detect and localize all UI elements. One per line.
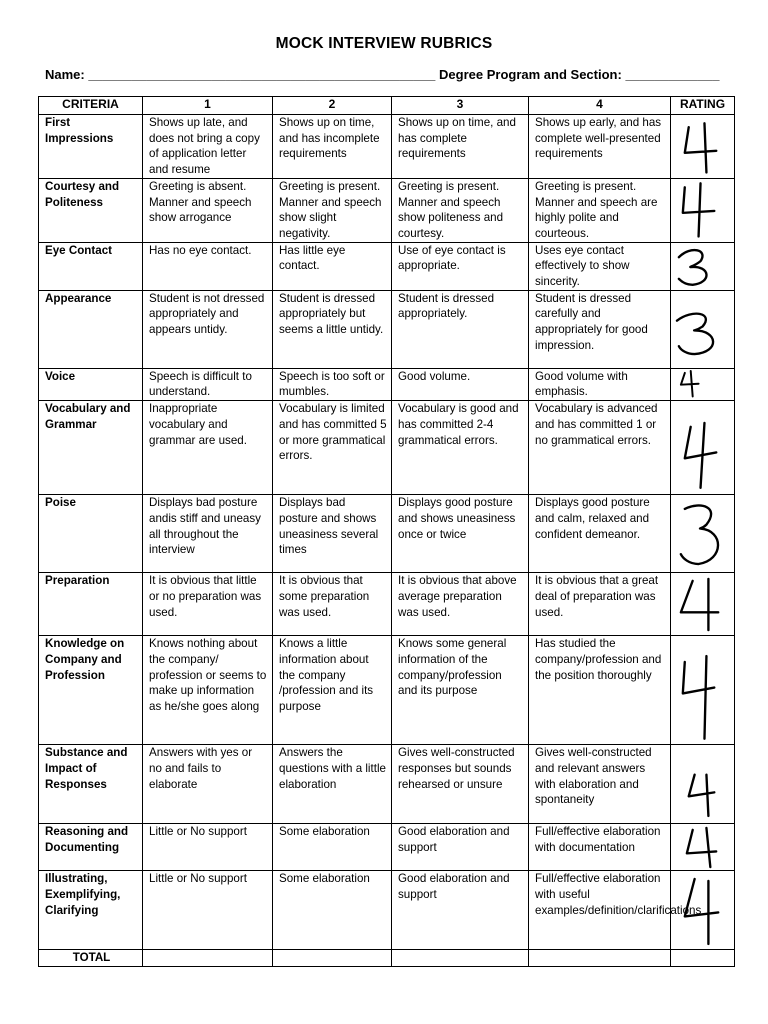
total-cell	[529, 950, 671, 967]
level-4-cell: Full/effective elaboration with documentation	[529, 824, 671, 871]
criteria-cell: Courtesy and Politeness	[39, 178, 143, 242]
level-1-cell: Little or No support	[143, 871, 273, 950]
level-2-cell: Answers the questions with a little elaboration	[273, 745, 392, 824]
criteria-cell: Vocabulary and Grammar	[39, 401, 143, 495]
degree-field[interactable]: _____________	[625, 67, 720, 82]
table-row	[39, 368, 735, 400]
level-3-cell: Displays good posture and shows uneasiness once or twice	[392, 495, 529, 573]
handwritten-rating	[671, 573, 734, 635]
header-row	[39, 97, 735, 115]
level-3-cell: Good volume.	[392, 368, 529, 400]
handwritten-rating	[671, 291, 734, 368]
level-3-cell: Greeting is present. Manner and speech show politeness and courtesy.	[392, 178, 529, 242]
rating-cell[interactable]	[671, 115, 735, 179]
table-row	[39, 290, 735, 368]
rating-cell[interactable]	[671, 495, 735, 573]
level-3-cell: Knows some general information of the company/profession and its purpose	[392, 636, 529, 745]
handwritten-rating	[671, 401, 734, 494]
level-4-cell: Displays good posture and calm, relaxed and confident demeanor.	[529, 495, 671, 573]
total-row	[39, 950, 735, 967]
handwritten-rating	[671, 745, 734, 823]
criteria-cell: Preparation	[39, 573, 143, 636]
header-criteria: CRITERIA	[39, 97, 143, 115]
level-4-cell: Student is dressed carefully and appropriately for good impression.	[529, 290, 671, 368]
criteria-cell: Eye Contact	[39, 242, 143, 290]
handwritten-rating	[671, 636, 734, 744]
criteria-cell: First Impressions	[39, 115, 143, 179]
table-row	[39, 401, 735, 495]
level-3-cell: It is obvious that above average preparation was used.	[392, 573, 529, 636]
level-2-cell: Some elaboration	[273, 824, 392, 871]
header-rating: RATING	[671, 97, 735, 115]
level-2-cell: Speech is too soft or mumbles.	[273, 368, 392, 400]
rating-cell[interactable]	[671, 401, 735, 495]
handwritten-rating	[671, 871, 734, 949]
header-score-2: 2	[273, 97, 392, 115]
level-3-cell: Student is dressed appropriately.	[392, 290, 529, 368]
level-1-cell: It is obvious that little or no preparation was used.	[143, 573, 273, 636]
level-4-cell: Has studied the company/profession and the position thoroughly	[529, 636, 671, 745]
table-row	[39, 178, 735, 242]
level-3-cell: Use of eye contact is appropriate.	[392, 242, 529, 290]
page-title: MOCK INTERVIEW RUBRICS	[275, 35, 493, 52]
level-1-cell: Displays bad posture andis stiff and uneasy all throughout the interview	[143, 495, 273, 573]
rating-cell[interactable]	[671, 242, 735, 290]
table-row	[39, 636, 735, 745]
level-4-cell: Shows up early, and has complete well-presented requirements	[529, 115, 671, 179]
level-2-cell: Vocabulary is limited and has committed 5 or more grammatical errors.	[273, 401, 392, 495]
header-score-4: 4	[529, 97, 671, 115]
level-3-cell: Good elaboration and support	[392, 871, 529, 950]
level-4-cell: Vocabulary is advanced and has committed 1 or no grammatical errors.	[529, 401, 671, 495]
table-row	[39, 242, 735, 290]
table-row	[39, 871, 735, 950]
rating-cell[interactable]	[671, 178, 735, 242]
rating-cell[interactable]	[671, 745, 735, 824]
total-rating-cell[interactable]	[671, 950, 735, 967]
total-cell	[273, 950, 392, 967]
criteria-cell: Substance and Impact of Responses	[39, 745, 143, 824]
level-4-cell: Greeting is present. Manner and speech are highly polite and courteous.	[529, 178, 671, 242]
handwritten-rating	[671, 369, 734, 400]
level-4-cell: Good volume with emphasis.	[529, 368, 671, 400]
criteria-cell: Appearance	[39, 290, 143, 368]
level-1-cell: Student is not dressed appropriately and appears untidy.	[143, 290, 273, 368]
header-fields	[45, 67, 745, 82]
criteria-cell: Illustrating, Exemplifying, Clarifying	[39, 871, 143, 950]
level-2-cell: Greeting is present. Manner and speech show slight negativity.	[273, 178, 392, 242]
level-2-cell: Some elaboration	[273, 871, 392, 950]
level-2-cell: Has little eye contact.	[273, 242, 392, 290]
handwritten-rating	[671, 115, 734, 178]
rating-cell[interactable]	[671, 368, 735, 400]
level-2-cell: Knows a little information about the company /profession and its purpose	[273, 636, 392, 745]
handwritten-rating	[671, 495, 734, 572]
level-2-cell: Student is dressed appropriately but seems a little untidy.	[273, 290, 392, 368]
level-1-cell: Greeting is absent. Manner and speech show arrogance	[143, 178, 273, 242]
table-row	[39, 824, 735, 871]
level-1-cell: Shows up late, and does not bring a copy of application letter and resume	[143, 115, 273, 179]
table-row	[39, 573, 735, 636]
level-1-cell: Speech is difficult to understand.	[143, 368, 273, 400]
rating-cell[interactable]	[671, 636, 735, 745]
level-1-cell: Knows nothing about the company/ profession or seems to make up information as he/she goes along	[143, 636, 273, 745]
level-1-cell: Has no eye contact.	[143, 242, 273, 290]
rating-cell[interactable]	[671, 573, 735, 636]
header-score-1: 1	[143, 97, 273, 115]
total-label: TOTAL	[39, 950, 143, 967]
header-score-3: 3	[392, 97, 529, 115]
rating-cell[interactable]	[671, 824, 735, 871]
name-label: Name:	[45, 67, 85, 82]
level-3-cell: Vocabulary is good and has committed 2-4 grammatical errors.	[392, 401, 529, 495]
level-4-cell: Gives well-constructed and relevant answers with elaboration and spontaneity	[529, 745, 671, 824]
table-row	[39, 495, 735, 573]
level-3-cell: Shows up on time, and has complete requirements	[392, 115, 529, 179]
criteria-cell: Knowledge on Company and Profession	[39, 636, 143, 745]
level-3-cell: Good elaboration and support	[392, 824, 529, 871]
level-2-cell: It is obvious that some preparation was used.	[273, 573, 392, 636]
table-row	[39, 115, 735, 179]
total-cell	[143, 950, 273, 967]
level-1-cell: Little or No support	[143, 824, 273, 871]
level-4-cell: It is obvious that a great deal of preparation was used.	[529, 573, 671, 636]
handwritten-rating	[671, 824, 734, 870]
total-cell	[392, 950, 529, 967]
level-1-cell: Inappropriate vocabulary and grammar are used.	[143, 401, 273, 495]
table-row	[39, 745, 735, 824]
level-2-cell: Displays bad posture and shows uneasiness several times	[273, 495, 392, 573]
level-3-cell: Gives well-constructed responses but sounds rehearsed or unsure	[392, 745, 529, 824]
level-1-cell: Answers with yes or no and fails to elaborate	[143, 745, 273, 824]
level-4-cell: Full/effective elaboration with useful examples/definition/clarifications	[529, 871, 671, 950]
level-2-cell: Shows up on time, and has incomplete requirements	[273, 115, 392, 179]
criteria-cell: Poise	[39, 495, 143, 573]
criteria-cell: Voice	[39, 368, 143, 400]
handwritten-rating	[671, 243, 734, 290]
criteria-cell: Reasoning and Documenting	[39, 824, 143, 871]
degree-label: Degree Program and Section:	[439, 67, 622, 82]
handwritten-rating	[671, 179, 734, 242]
level-4-cell: Uses eye contact effectively to show sincerity.	[529, 242, 671, 290]
rating-cell[interactable]	[671, 290, 735, 368]
rating-cell[interactable]	[671, 871, 735, 950]
name-field[interactable]: ________________________________________________	[88, 67, 436, 82]
rubric-table	[38, 96, 735, 967]
